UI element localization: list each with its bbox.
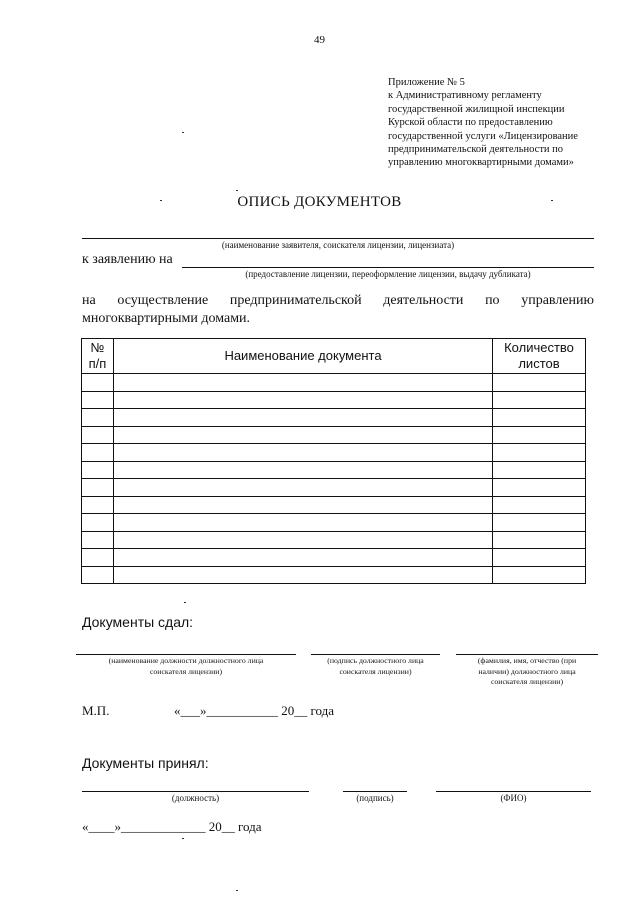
to-application-label: к заявлению на (82, 252, 173, 267)
appendix-line: государственной жилищной инспекции (388, 103, 565, 115)
accepted-position-line[interactable] (82, 791, 309, 792)
table-row (82, 374, 586, 392)
purpose-text (82, 292, 594, 328)
purpose-line: многоквартирными домами. (82, 311, 251, 326)
row-number-cell[interactable] (82, 479, 114, 497)
row-sheet-count-cell[interactable] (493, 566, 586, 584)
scan-speck (551, 200, 553, 201)
table-row (82, 496, 586, 514)
appendix-line: Приложение № 5 (388, 77, 465, 88)
table-row (82, 566, 586, 584)
row-document-name-cell[interactable] (114, 479, 493, 497)
applicant-line[interactable] (82, 238, 594, 239)
accepted-signature-line[interactable] (343, 791, 407, 792)
row-document-name-cell[interactable] (114, 549, 493, 567)
row-sheet-count-cell[interactable] (493, 391, 586, 409)
row-number-cell[interactable] (82, 374, 114, 392)
row-sheet-count-cell[interactable] (493, 514, 586, 532)
appendix-line: предпринимательской деятельности по (388, 144, 564, 156)
purpose-line: на осуществление предпринимательской деятельности по управлению (82, 293, 594, 308)
row-number-cell[interactable] (82, 531, 114, 549)
table-row (82, 531, 586, 549)
table-row (82, 426, 586, 444)
row-number-cell[interactable] (82, 444, 114, 462)
accepted-name-line[interactable] (436, 791, 591, 792)
scan-speck (182, 838, 184, 839)
row-document-name-cell[interactable] (114, 426, 493, 444)
documents-table (81, 338, 586, 584)
row-sheet-count-cell[interactable] (493, 496, 586, 514)
row-sheet-count-cell[interactable] (493, 479, 586, 497)
row-document-name-cell[interactable] (114, 566, 493, 584)
table-row (82, 479, 586, 497)
submitted-date[interactable]: «___»___________ 20__ года (174, 703, 335, 718)
submitted-position-line[interactable] (76, 654, 296, 655)
row-sheet-count-cell[interactable] (493, 374, 586, 392)
accepted-date[interactable]: «____»_____________ 20__ года (82, 819, 262, 834)
row-sheet-count-cell[interactable] (493, 549, 586, 567)
appendix-line: к Административному регламенту (388, 90, 542, 102)
row-number-cell[interactable] (82, 496, 114, 514)
row-document-name-cell[interactable] (114, 461, 493, 479)
scan-speck (182, 132, 184, 133)
application-type-line[interactable] (182, 267, 594, 268)
row-document-name-cell[interactable] (114, 514, 493, 532)
submitted-signature-line[interactable] (311, 654, 440, 655)
row-number-cell[interactable] (82, 549, 114, 567)
row-number-cell[interactable] (82, 426, 114, 444)
applicant-caption: (наименование заявителя, соискателя лицензии, лицензиата) (221, 240, 455, 250)
table-row (82, 461, 586, 479)
accepted-name-caption: (ФИО) (500, 793, 527, 803)
appendix-line: Курской области по предоставлению (388, 117, 553, 129)
table-row (82, 549, 586, 567)
scan-speck (236, 190, 238, 191)
scan-speck (160, 200, 162, 201)
submitted-name-caption: (фамилия, имя, отчество (при наличии) должностного лица соискателя лицензии) (477, 656, 577, 686)
submitted-heading: Документы сдал: (82, 614, 194, 630)
row-document-name-cell[interactable] (114, 444, 493, 462)
table-header-row (82, 339, 586, 374)
appendix-line: государственной услуги «Лицензирование (388, 130, 578, 142)
row-sheet-count-cell[interactable] (493, 531, 586, 549)
table-row (82, 409, 586, 427)
accepted-signature-caption: (подпись) (356, 793, 394, 803)
header-number: № п/п (82, 339, 114, 374)
appendix-line: управлению многоквартирными домами» (388, 157, 574, 169)
application-caption: (предоставление лицензии, переоформление лицензии, выдачу дубликата) (245, 269, 531, 279)
row-number-cell[interactable] (82, 391, 114, 409)
submitted-name-line[interactable] (456, 654, 598, 655)
table-row (82, 444, 586, 462)
row-document-name-cell[interactable] (114, 496, 493, 514)
row-number-cell[interactable] (82, 514, 114, 532)
header-sheet-count: Количество листов (493, 339, 586, 374)
submitted-signature-caption: (подпись должностного лица соискателя лицензии) (327, 656, 424, 676)
row-number-cell[interactable] (82, 461, 114, 479)
table-row (82, 514, 586, 532)
accepted-position-caption: (должность) (171, 793, 220, 803)
row-number-cell[interactable] (82, 566, 114, 584)
row-sheet-count-cell[interactable] (493, 426, 586, 444)
row-document-name-cell[interactable] (114, 531, 493, 549)
accepted-heading: Документы принял: (82, 755, 209, 771)
submitted-position-caption: (наименование должности должностного лица соискателя лицензии) (108, 656, 264, 676)
header-document-name: Наименование документа (114, 339, 493, 374)
page-number: 49 (314, 34, 325, 46)
row-sheet-count-cell[interactable] (493, 461, 586, 479)
row-sheet-count-cell[interactable] (493, 444, 586, 462)
appendix-note (388, 76, 628, 170)
stamp-label: М.П. (82, 703, 110, 718)
table-row (82, 391, 586, 409)
scan-speck (236, 890, 238, 891)
document-title: ОПИСЬ ДОКУМЕНТОВ (237, 194, 402, 210)
row-number-cell[interactable] (82, 409, 114, 427)
scan-speck (184, 602, 186, 603)
row-sheet-count-cell[interactable] (493, 409, 586, 427)
row-document-name-cell[interactable] (114, 391, 493, 409)
row-document-name-cell[interactable] (114, 374, 493, 392)
row-document-name-cell[interactable] (114, 409, 493, 427)
